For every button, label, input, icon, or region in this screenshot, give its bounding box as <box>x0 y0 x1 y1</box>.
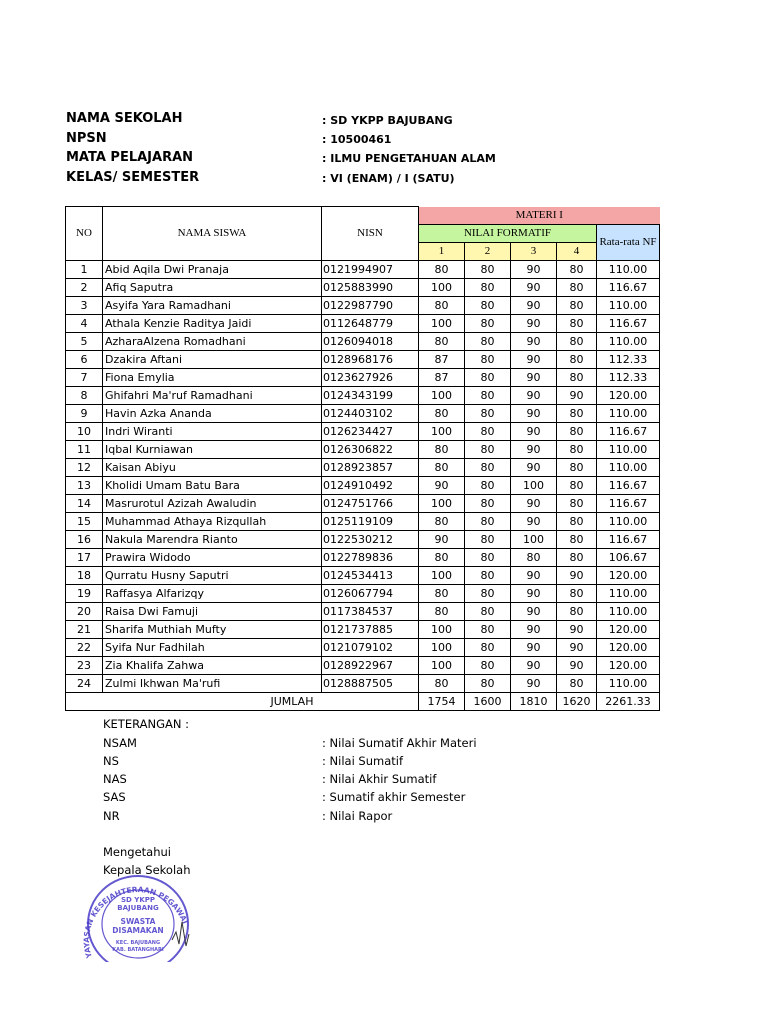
row-nama: AzharaAlzena Romadhani <box>103 332 322 350</box>
header-value-mata-pelajaran: : ILMU PENGETAHUAN ALAM <box>322 152 496 165</box>
header-value-nama-sekolah: : SD YKPP BAJUBANG <box>322 114 453 127</box>
row-nilai-3: 90 <box>511 422 557 440</box>
row-nilai-2: 80 <box>465 656 511 674</box>
header-sub-1: 1 <box>419 242 465 260</box>
table-row <box>66 476 660 494</box>
row-nilai-1: 87 <box>419 368 465 386</box>
row-nama: Fiona Emylia <box>103 368 322 386</box>
row-nisn: 0122987790 <box>322 296 419 314</box>
row-nilai-2: 80 <box>465 638 511 656</box>
row-nilai-1: 100 <box>419 566 465 584</box>
keterangan-abbr-sas: SAS <box>103 790 126 804</box>
row-nama: Syifa Nur Fadhilah <box>103 638 322 656</box>
row-rata-rata: 110.00 <box>597 512 660 530</box>
row-nilai-2: 80 <box>465 620 511 638</box>
row-nilai-1: 80 <box>419 296 465 314</box>
row-nilai-1: 80 <box>419 512 465 530</box>
table-row <box>66 332 660 350</box>
row-nama: Prawira Widodo <box>103 548 322 566</box>
table-row <box>66 458 660 476</box>
row-nilai-2: 80 <box>465 548 511 566</box>
row-nama: Afiq Saputra <box>103 278 322 296</box>
stamp-line-2: BAJUBANG <box>117 904 159 912</box>
table-row <box>66 656 660 674</box>
row-nilai-4: 80 <box>557 296 597 314</box>
row-nama: Kaisan Abiyu <box>103 458 322 476</box>
row-nama: Zia Khalifa Zahwa <box>103 656 322 674</box>
row-nilai-1: 90 <box>419 476 465 494</box>
row-rata-rata: 120.00 <box>597 620 660 638</box>
row-nilai-4: 80 <box>557 548 597 566</box>
table-row <box>66 386 660 404</box>
row-nilai-3: 90 <box>511 656 557 674</box>
row-nilai-1: 100 <box>419 620 465 638</box>
row-nilai-2: 80 <box>465 512 511 530</box>
row-nama: Indri Wiranti <box>103 422 322 440</box>
row-nisn: 0124910492 <box>322 476 419 494</box>
row-nisn: 0128922967 <box>322 656 419 674</box>
row-nama: Qurratu Husny Saputri <box>103 566 322 584</box>
row-nilai-4: 90 <box>557 656 597 674</box>
header-nilai-formatif: NILAI FORMATIF <box>419 224 597 242</box>
table-row <box>66 494 660 512</box>
row-no: 14 <box>66 494 103 512</box>
row-nilai-3: 90 <box>511 602 557 620</box>
row-rata-rata: 110.00 <box>597 458 660 476</box>
row-nilai-4: 80 <box>557 494 597 512</box>
row-no: 10 <box>66 422 103 440</box>
table-row <box>66 602 660 620</box>
row-nilai-4: 80 <box>557 530 597 548</box>
table-header <box>66 207 660 261</box>
row-nisn: 0121079102 <box>322 638 419 656</box>
jumlah-avg: 2261.33 <box>597 692 660 710</box>
row-no: 23 <box>66 656 103 674</box>
row-nilai-3: 90 <box>511 386 557 404</box>
row-nilai-1: 80 <box>419 458 465 476</box>
row-nilai-2: 80 <box>465 296 511 314</box>
row-nilai-3: 90 <box>511 494 557 512</box>
row-no: 22 <box>66 638 103 656</box>
row-nilai-4: 90 <box>557 620 597 638</box>
row-rata-rata: 110.00 <box>597 674 660 692</box>
table-row <box>66 548 660 566</box>
row-rata-rata: 110.00 <box>597 584 660 602</box>
row-nama: Zulmi Ikhwan Ma'rufi <box>103 674 322 692</box>
row-nilai-3: 90 <box>511 512 557 530</box>
row-nilai-2: 80 <box>465 314 511 332</box>
row-nilai-4: 80 <box>557 674 597 692</box>
row-nilai-1: 80 <box>419 260 465 278</box>
row-nisn: 0121737885 <box>322 620 419 638</box>
row-nisn: 0117384537 <box>322 602 419 620</box>
row-nilai-1: 87 <box>419 350 465 368</box>
row-no: 6 <box>66 350 103 368</box>
row-nilai-2: 80 <box>465 386 511 404</box>
row-nilai-2: 80 <box>465 602 511 620</box>
row-nilai-2: 80 <box>465 350 511 368</box>
row-rata-rata: 120.00 <box>597 566 660 584</box>
row-rata-rata: 116.67 <box>597 530 660 548</box>
row-no: 19 <box>66 584 103 602</box>
jumlah-label: JUMLAH <box>66 692 419 710</box>
row-nilai-4: 80 <box>557 584 597 602</box>
row-nilai-1: 100 <box>419 386 465 404</box>
keterangan-desc-ns: : Nilai Sumatif <box>322 754 404 768</box>
row-rata-rata: 106.67 <box>597 548 660 566</box>
row-nama: Sharifa Muthiah Mufty <box>103 620 322 638</box>
jumlah-3: 1810 <box>511 692 557 710</box>
row-rata-rata: 110.00 <box>597 296 660 314</box>
row-nilai-3: 90 <box>511 620 557 638</box>
row-nisn: 0125119109 <box>322 512 419 530</box>
row-nilai-1: 80 <box>419 602 465 620</box>
row-nilai-3: 90 <box>511 332 557 350</box>
school-stamp <box>80 862 195 962</box>
row-nilai-1: 80 <box>419 584 465 602</box>
row-nisn: 0124751766 <box>322 494 419 512</box>
row-nilai-1: 80 <box>419 332 465 350</box>
row-nilai-4: 80 <box>557 260 597 278</box>
row-nilai-4: 80 <box>557 332 597 350</box>
row-rata-rata: 112.33 <box>597 350 660 368</box>
header-materi-label: MATERI I <box>515 208 563 221</box>
row-rata-rata: 110.00 <box>597 404 660 422</box>
row-nilai-3: 90 <box>511 584 557 602</box>
row-no: 18 <box>66 566 103 584</box>
row-nilai-3: 100 <box>511 476 557 494</box>
row-nisn: 0122530212 <box>322 530 419 548</box>
row-rata-rata: 116.67 <box>597 314 660 332</box>
row-rata-rata: 110.00 <box>597 440 660 458</box>
table-row <box>66 422 660 440</box>
row-nilai-2: 80 <box>465 674 511 692</box>
row-no: 1 <box>66 260 103 278</box>
row-no: 11 <box>66 440 103 458</box>
row-no: 2 <box>66 278 103 296</box>
row-nilai-1: 80 <box>419 404 465 422</box>
row-no: 7 <box>66 368 103 386</box>
row-nama: Raffasya Alfarizqy <box>103 584 322 602</box>
table-row <box>66 314 660 332</box>
table-row <box>66 260 660 278</box>
row-nilai-4: 90 <box>557 566 597 584</box>
row-nisn: 0126234427 <box>322 422 419 440</box>
row-nama: Kholidi Umam Batu Bara <box>103 476 322 494</box>
row-nama: Nakula Marendra Rianto <box>103 530 322 548</box>
row-nilai-3: 90 <box>511 260 557 278</box>
row-nilai-2: 80 <box>465 458 511 476</box>
row-nilai-2: 80 <box>465 530 511 548</box>
signature-role: Kepala Sekolah <box>103 863 191 877</box>
row-nilai-1: 90 <box>419 530 465 548</box>
row-nilai-4: 90 <box>557 386 597 404</box>
row-no: 12 <box>66 458 103 476</box>
table-row <box>66 296 660 314</box>
row-nilai-3: 90 <box>511 314 557 332</box>
table-body <box>66 260 660 692</box>
row-nilai-4: 80 <box>557 440 597 458</box>
table-row <box>66 584 660 602</box>
row-nama: Ghifahri Ma'ruf Ramadhani <box>103 386 322 404</box>
stamp-line-1: SD YKPP <box>120 896 156 904</box>
row-no: 24 <box>66 674 103 692</box>
header-label-nama-sekolah: NAMA SEKOLAH <box>66 111 183 126</box>
row-nilai-2: 80 <box>465 494 511 512</box>
row-rata-rata: 110.00 <box>597 332 660 350</box>
row-no: 9 <box>66 404 103 422</box>
header-label-npsn: NPSN <box>66 131 107 146</box>
row-nilai-1: 80 <box>419 548 465 566</box>
jumlah-row <box>66 692 660 710</box>
row-nilai-2: 80 <box>465 278 511 296</box>
row-nilai-3: 90 <box>511 278 557 296</box>
keterangan-desc-nr: : Nilai Rapor <box>322 809 393 823</box>
row-nilai-2: 80 <box>465 440 511 458</box>
row-nisn: 0124403102 <box>322 404 419 422</box>
row-nilai-3: 80 <box>511 548 557 566</box>
row-nilai-2: 80 <box>465 404 511 422</box>
row-nisn: 0128887505 <box>322 674 419 692</box>
header-rata-rata: Rata-rata NF <box>597 224 660 260</box>
row-nilai-1: 100 <box>419 422 465 440</box>
jumlah-2: 1600 <box>465 692 511 710</box>
keterangan-desc-nas: : Nilai Akhir Sumatif <box>322 772 437 786</box>
row-nilai-3: 90 <box>511 566 557 584</box>
row-nilai-1: 80 <box>419 674 465 692</box>
row-nilai-4: 90 <box>557 638 597 656</box>
table-row <box>66 512 660 530</box>
row-nilai-4: 80 <box>557 422 597 440</box>
row-nilai-3: 90 <box>511 296 557 314</box>
row-nilai-1: 100 <box>419 638 465 656</box>
row-nilai-4: 80 <box>557 314 597 332</box>
row-nilai-1: 100 <box>419 494 465 512</box>
row-rata-rata: 120.00 <box>597 638 660 656</box>
row-nama: Dzakira Aftani <box>103 350 322 368</box>
row-nilai-3: 90 <box>511 368 557 386</box>
row-nisn: 0128923857 <box>322 458 419 476</box>
row-nama: Masrurotul Azizah Awaludin <box>103 494 322 512</box>
jumlah-1: 1754 <box>419 692 465 710</box>
header-no: NO <box>66 207 103 261</box>
header-label-kelas-semester: KELAS/ SEMESTER <box>66 170 200 185</box>
row-nilai-4: 80 <box>557 368 597 386</box>
row-rata-rata: 112.33 <box>597 368 660 386</box>
stamp-line-3: SWASTA <box>120 917 156 926</box>
row-rata-rata: 120.00 <box>597 656 660 674</box>
row-nilai-1: 100 <box>419 656 465 674</box>
row-rata-rata: 116.67 <box>597 476 660 494</box>
keterangan-abbr-nas: NAS <box>103 772 127 786</box>
header-sub-3: 3 <box>511 242 557 260</box>
row-nilai-1: 100 <box>419 278 465 296</box>
keterangan-title: KETERANGAN : <box>103 717 190 731</box>
signature-mengetahui: Mengetahui <box>103 845 171 859</box>
row-nama: Raisa Dwi Famuji <box>103 602 322 620</box>
row-nilai-2: 80 <box>465 422 511 440</box>
row-rata-rata: 110.00 <box>597 260 660 278</box>
header-sub-4: 4 <box>557 242 597 260</box>
keterangan-abbr-nr: NR <box>103 809 120 823</box>
table-row <box>66 674 660 692</box>
row-rata-rata: 116.67 <box>597 422 660 440</box>
row-no: 20 <box>66 602 103 620</box>
row-nisn: 0126306822 <box>322 440 419 458</box>
keterangan-abbr-nsam: NSAM <box>103 736 137 750</box>
row-nilai-3: 90 <box>511 674 557 692</box>
row-nilai-2: 80 <box>465 368 511 386</box>
table-row <box>66 404 660 422</box>
keterangan-abbr-ns: NS <box>103 754 119 768</box>
grade-table <box>65 206 660 711</box>
stamp-line-6: KAB. BATANGHARI <box>112 947 164 953</box>
row-nisn: 0121994907 <box>322 260 419 278</box>
row-nama: Athala Kenzie Raditya Jaidi <box>103 314 322 332</box>
row-rata-rata: 110.00 <box>597 602 660 620</box>
header-value-kelas-semester: : VI (ENAM) / I (SATU) <box>322 172 455 185</box>
header-materi <box>419 207 660 225</box>
row-no: 5 <box>66 332 103 350</box>
row-nama: Asyifa Yara Ramadhani <box>103 296 322 314</box>
jumlah-4: 1620 <box>557 692 597 710</box>
row-nilai-1: 100 <box>419 314 465 332</box>
row-nisn: 0122789836 <box>322 548 419 566</box>
row-nilai-3: 90 <box>511 404 557 422</box>
row-no: 16 <box>66 530 103 548</box>
row-nilai-2: 80 <box>465 260 511 278</box>
keterangan-desc-sas: : Sumatif akhir Semester <box>322 790 466 804</box>
row-nisn: 0126094018 <box>322 332 419 350</box>
row-nisn: 0125883990 <box>322 278 419 296</box>
row-no: 4 <box>66 314 103 332</box>
row-nilai-4: 80 <box>557 512 597 530</box>
header-nisn: NISN <box>322 207 419 261</box>
row-nilai-4: 80 <box>557 458 597 476</box>
row-no: 17 <box>66 548 103 566</box>
table-row <box>66 368 660 386</box>
header-value-npsn: : 10500461 <box>322 133 392 146</box>
row-nilai-3: 100 <box>511 530 557 548</box>
row-nisn: 0124534413 <box>322 566 419 584</box>
stamp-line-5: KEC. BAJUBANG <box>115 940 161 946</box>
header-sub-2: 2 <box>465 242 511 260</box>
row-no: 3 <box>66 296 103 314</box>
row-nilai-4: 80 <box>557 602 597 620</box>
row-nisn: 0124343199 <box>322 386 419 404</box>
table-row <box>66 530 660 548</box>
row-nilai-3: 90 <box>511 350 557 368</box>
row-nilai-4: 80 <box>557 404 597 422</box>
row-nisn: 0126067794 <box>322 584 419 602</box>
row-rata-rata: 116.67 <box>597 278 660 296</box>
row-nilai-4: 80 <box>557 476 597 494</box>
table-row <box>66 620 660 638</box>
header-label-mata-pelajaran: MATA PELAJARAN <box>66 150 194 165</box>
row-nilai-3: 90 <box>511 458 557 476</box>
row-nilai-2: 80 <box>465 476 511 494</box>
row-nama: Abid Aqila Dwi Pranaja <box>103 260 322 278</box>
row-no: 15 <box>66 512 103 530</box>
row-no: 21 <box>66 620 103 638</box>
row-nilai-4: 80 <box>557 278 597 296</box>
header-nama-siswa: NAMA SISWA <box>103 207 322 261</box>
row-nilai-2: 80 <box>465 332 511 350</box>
row-nisn: 0112648779 <box>322 314 419 332</box>
row-nisn: 0123627926 <box>322 368 419 386</box>
row-nilai-2: 80 <box>465 566 511 584</box>
row-rata-rata: 116.67 <box>597 494 660 512</box>
stamp-outer-text: YAYASAN KESEJAHTERAAN PEGAWAI <box>82 885 190 960</box>
row-no: 13 <box>66 476 103 494</box>
row-nilai-4: 80 <box>557 350 597 368</box>
row-rata-rata: 120.00 <box>597 386 660 404</box>
row-nama: Havin Azka Ananda <box>103 404 322 422</box>
table-row <box>66 566 660 584</box>
table-row <box>66 278 660 296</box>
table-row <box>66 638 660 656</box>
stamp-line-4: DISAMAKAN <box>112 926 164 935</box>
row-nisn: 0128968176 <box>322 350 419 368</box>
row-nama: Iqbal Kurniawan <box>103 440 322 458</box>
row-nilai-3: 90 <box>511 440 557 458</box>
row-nilai-1: 80 <box>419 440 465 458</box>
table-footer <box>66 692 660 710</box>
row-nilai-2: 80 <box>465 584 511 602</box>
table-row <box>66 440 660 458</box>
table-row <box>66 350 660 368</box>
row-nilai-3: 90 <box>511 638 557 656</box>
row-nama: Muhammad Athaya Rizqullah <box>103 512 322 530</box>
row-no: 8 <box>66 386 103 404</box>
keterangan-desc-nsam: : Nilai Sumatif Akhir Materi <box>322 736 477 750</box>
